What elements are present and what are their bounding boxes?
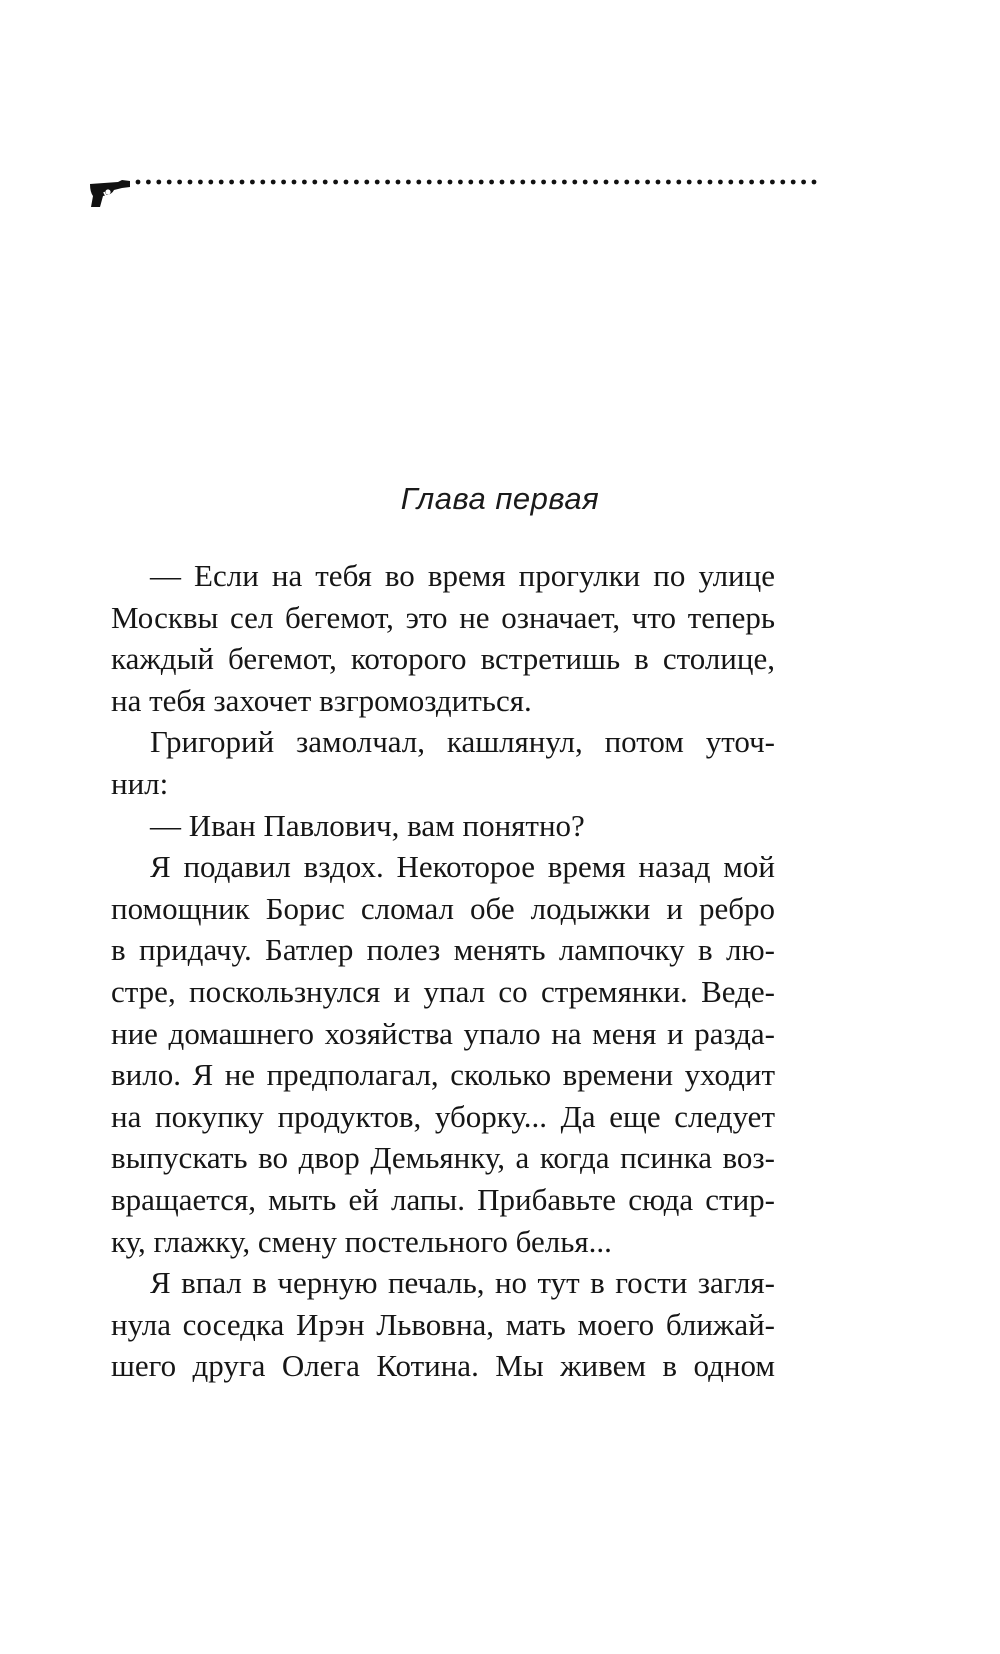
rule-dot (687, 180, 692, 185)
rule-dot (468, 180, 473, 185)
text-line: каждый бегемот, которого встретишь в столице, (111, 641, 775, 677)
rule-dot (614, 180, 619, 185)
dotted-rule (134, 174, 820, 190)
rule-dot (416, 180, 421, 185)
rule-dot (281, 180, 286, 185)
rule-dot (739, 180, 744, 185)
text-line: выпускать во двор Демьянку, а когда псинка воз- (111, 1140, 775, 1176)
text-line: шего друга Олега Котина. Мы живем в одном (111, 1348, 775, 1384)
text-line: стре, поскользнулся и упал со стремянки. Веде- (111, 973, 775, 1009)
rule-dot (520, 180, 525, 185)
rule-dot (624, 180, 629, 185)
chapter-title: Глава первая (400, 481, 600, 516)
rule-dot (260, 180, 265, 185)
chapter-ornament (88, 174, 828, 214)
rule-dot (791, 180, 796, 185)
rule-dot (635, 180, 640, 185)
rule-dot (364, 180, 369, 185)
rule-dot (718, 180, 723, 185)
rule-dot (427, 180, 432, 185)
rule-dot (344, 180, 349, 185)
text-line: в придачу. Батлер полез менять лампочку в лю- (111, 932, 775, 968)
rule-dot (354, 180, 359, 185)
text-line: — Иван Павлович, вам понятно? (150, 807, 585, 843)
rule-dot (188, 180, 193, 185)
text-line: Григорий замолчал, кашлянул, потом уточ- (150, 724, 775, 760)
rule-dot (333, 180, 338, 185)
rule-dot (156, 180, 161, 185)
text-line: вращается, мыть ей лапы. Прибавьте сюда стир- (111, 1181, 775, 1217)
rule-dot (770, 180, 775, 185)
rule-dot (250, 180, 255, 185)
rule-dot (676, 180, 681, 185)
text-line: — Если на тебя во время прогулки по улице (150, 558, 775, 593)
rule-dot (229, 180, 234, 185)
rule-dot (312, 180, 317, 185)
text-line: ку, глажку, смену постельного белья... (111, 1223, 612, 1259)
rule-dot (479, 180, 484, 185)
rule-dot (500, 180, 505, 185)
rule-dot (136, 180, 141, 185)
text-line: нил: (111, 765, 169, 801)
rule-dot (812, 180, 817, 185)
rule-dot (323, 180, 328, 185)
text-line: на тебя захочет взгромоздиться. (111, 682, 532, 718)
rule-dot (510, 180, 515, 185)
rule-dot (406, 180, 411, 185)
rule-dot (489, 180, 494, 185)
rule-dot (448, 180, 453, 185)
rule-dot (541, 180, 546, 185)
rule-dot (697, 180, 702, 185)
rule-dot (552, 180, 557, 185)
text-line: на покупку продуктов, уборку... Да еще следует (111, 1098, 775, 1134)
text-line: ние домашнего хозяйства упало на меня и разда- (111, 1015, 775, 1051)
rule-dot (271, 180, 276, 185)
rule-dot (437, 180, 442, 185)
rule-dot (604, 180, 609, 185)
rule-dot (167, 180, 172, 185)
rule-dot (562, 180, 567, 185)
rule-dot (458, 180, 463, 185)
rule-dot (593, 180, 598, 185)
rule-dot (146, 180, 151, 185)
rule-dot (396, 180, 401, 185)
rule-dot (645, 180, 650, 185)
rule-dot (801, 180, 806, 185)
text-line: вило. Я не предполагал, сколько времени уходит (111, 1057, 775, 1093)
rule-dot (302, 180, 307, 185)
rule-dot (292, 180, 297, 185)
rule-dot (240, 180, 245, 185)
rule-dot (208, 180, 213, 185)
rule-dot (177, 180, 182, 185)
rule-dot (375, 180, 380, 185)
rule-dot (708, 180, 713, 185)
rule-dot (198, 180, 203, 185)
rule-dot (219, 180, 224, 185)
text-line: Я впал в черную печаль, но тут в гости загля- (150, 1265, 775, 1301)
rule-dot (531, 180, 536, 185)
rule-dot (583, 180, 588, 185)
rule-dot (760, 180, 765, 185)
rule-dot (780, 180, 785, 185)
rule-dot (728, 180, 733, 185)
text-line: помощник Борис сломал обе лодыжки и ребро (111, 890, 775, 926)
rule-dot (572, 180, 577, 185)
revolver-icon (88, 174, 138, 210)
text-line: нула соседка Ирэн Львовна, мать моего ближай- (111, 1306, 775, 1342)
rule-dot (749, 180, 754, 185)
rule-dot (385, 180, 390, 185)
text-line: Москвы сел бегемот, это не означает, что теперь (111, 599, 775, 635)
body-text (111, 555, 775, 1387)
text-line: Я подавил вздох. Некоторое время назад мой (150, 849, 775, 885)
rule-dot (666, 180, 671, 185)
rule-dot (656, 180, 661, 185)
